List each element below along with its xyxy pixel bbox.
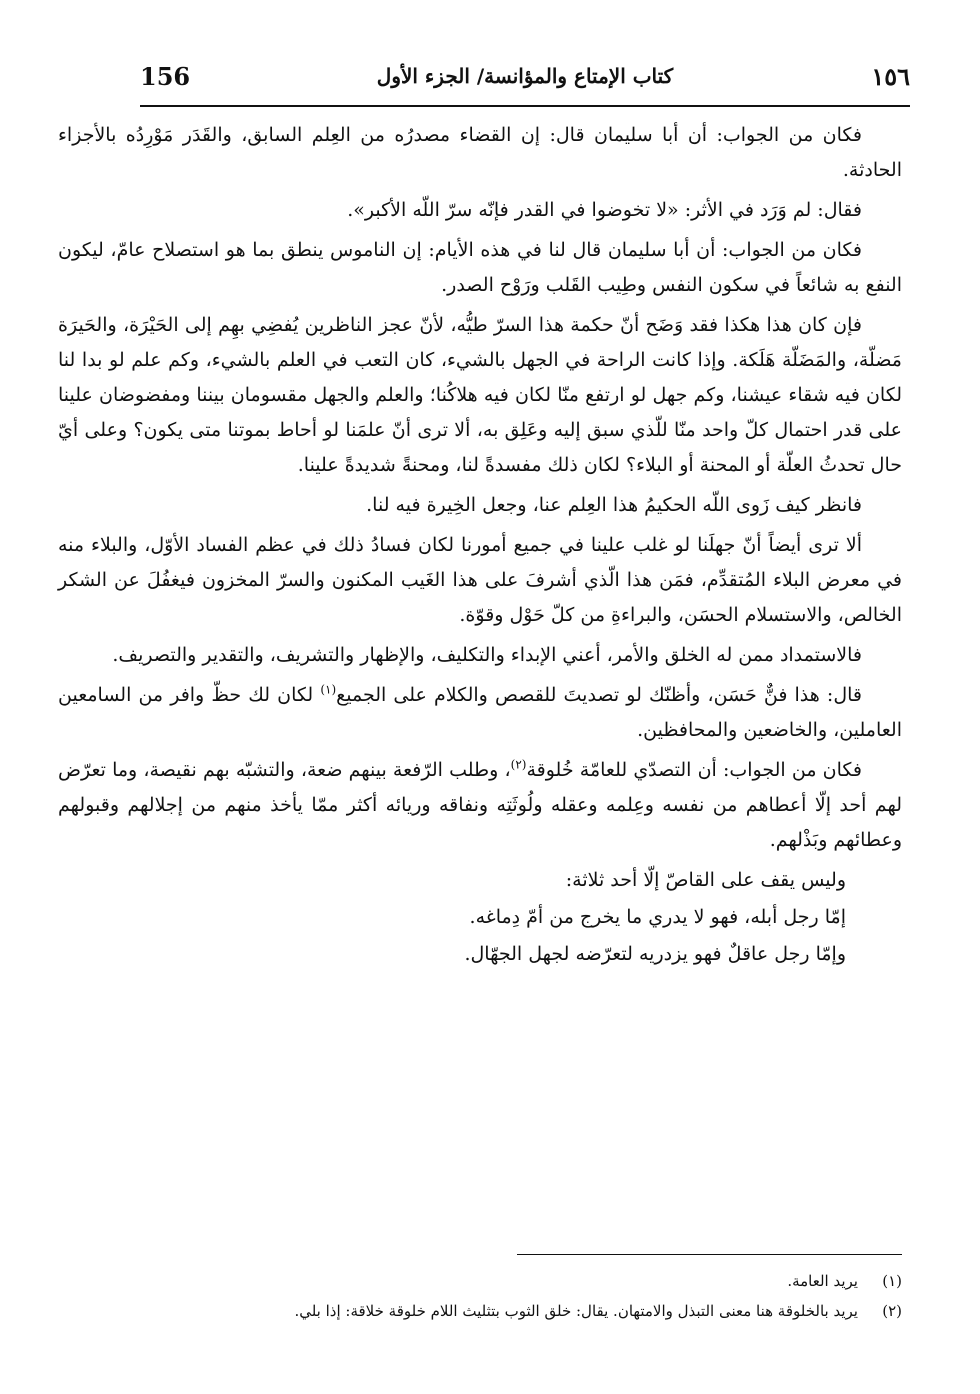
paragraph: إمّا رجل أبله، فهو لا يدري ما يخرج من أمّ دِماغه. bbox=[469, 906, 846, 928]
main-text bbox=[58, 118, 902, 974]
paragraph: فإن كان هذا هكذا فقد وَضَح أنّ حكمة هذا السرّ طيُّه، لأنّ عجز الناظرين يُفضِي بهِم إلى الحَيْرَة، والحَيرَة مَضلّة، والمَضَلّة هَلَكة. وإذا كانت الراحة في الجهل بالشيء، كان التعب في العلم بالشيء، وكم علم لو بدا لنا لكان فيه شقاء عيشنا، وكم جهل لو ارتفع منّا لكان فيه هلاكُنا؛ والعلم والجهل مقسومان بيننا ومفضوضان علينا على قدر احتمال كلّ واحد منّا للّذي سبق إليه وعَلِق به، ألا ترى أنّ علمَنا لو أحاط بموتنا متى يكون؟ وعلى أيّ حال تحدثُ العلّة أو المحنة أو البلاء؟ لكان ذلك مفسدةً لنا، ومحنةً شديدةً علينا. bbox=[58, 314, 902, 476]
paragraph: ألا ترى أيضاً أنّ جهلَنا لو غلب علينا في جميع أمورنا لكان فسادُ ذلك في عظم الفساد الأوّل، والبلاء منه في معرض البلاء المُتقدِّم، فمَن هذا الّذي أشرفَ على هذا الغَيب المكنون والسرّ المخزون فيغفُلَ عن الشكر الخالص، والاستسلام الحسَن، والبراءةِ من كلّ حَوْل وقوّة. bbox=[58, 534, 902, 626]
paragraph: وإمّا رجل عاقلٌ فهو يزدريه لتعرّضه لجهل الجهّال. bbox=[464, 943, 846, 965]
paragraph: فكان من الجواب: أن التصدّي للعامّة خُلوقة$^{(٢)}$، وطلب الرّفعة بينهم ضعة، والتشبّه بهم نقيصة، وما تعرّض لهم أحد إلّا أعطاهم من نفسه وعِلمه وعقله ولُوثَتِه ونفاقه وريائه أكثر ممّا يأخذ منهم من إجلالهم وقبولهم وعطائهم وبَذْلهم. bbox=[58, 757, 902, 851]
footnote-divider bbox=[517, 1254, 902, 1255]
footnote-1 bbox=[58, 1266, 902, 1296]
page-number-latin: 156 bbox=[140, 62, 191, 91]
page-number-arabic: ١٥٦ bbox=[871, 62, 910, 91]
running-title: كتاب الإمتاع والمؤانسة/ الجزء الأول bbox=[376, 64, 674, 88]
header-divider bbox=[140, 105, 910, 107]
page-header bbox=[140, 62, 910, 102]
footnote-text: يريد بالخلوقة هنا معنى التبذل والامتهان. يقال: خلق الثوب بتثليث اللام خلوقة خلاقة: إذا بلي. bbox=[294, 1302, 858, 1320]
footnote-ref-1: (١) bbox=[320, 682, 337, 697]
footnote-mark: (٢) bbox=[882, 1302, 902, 1320]
footnote-text: يريد العامة. bbox=[787, 1272, 858, 1290]
paragraph: فكان من الجواب: أن أبا سليمان قال: إن القضاء مصدرُه من العِلم السابق، والقَدَر مَوْرِدُه بالأجزاء الحادثة. bbox=[58, 124, 902, 181]
paragraph: فالاستمداد ممن له الخلق والأمر، أعني الإبداء والتكليف، والإظهار والتشريف، والتقدير والتصريف. bbox=[112, 644, 862, 666]
paragraph: فكان من الجواب: أن أبا سليمان قال لنا في هذه الأيام: إن الناموس ينطق بما هو استصلاح عامّ، ليكون النفع به شائعاً في سكون النفس وطِيب القَلب ورَوْح الصدر. bbox=[58, 239, 902, 296]
footnote-2 bbox=[58, 1296, 902, 1326]
footnote-ref-2: (٢) bbox=[510, 757, 527, 772]
paragraph: فقال: لم وَرَد في الأثر: «لا تخوضوا في القدر فإنّه سرّ اللّه الأكبر». bbox=[347, 199, 862, 221]
footnote-mark: (١) bbox=[882, 1272, 902, 1290]
paragraph: فانظر كيف زَوى اللّه الحكيمُ هذا العِلم عنا، وجعل الخِيرة فيه لنا. bbox=[366, 494, 862, 516]
paragraph: قال: هذا فنٌّ حَسَن، وأظنّك لو تصديتَ للقصص والكلام على الجميع$^{(١)}$ لكان لك حظّ وافر من السامعين العاملين، والخاضعين والمحافظين. bbox=[58, 682, 902, 741]
footnotes bbox=[58, 1266, 902, 1326]
paragraph: وليس يقف على القاصّ إلّا أحد ثلاثة: bbox=[565, 869, 846, 891]
